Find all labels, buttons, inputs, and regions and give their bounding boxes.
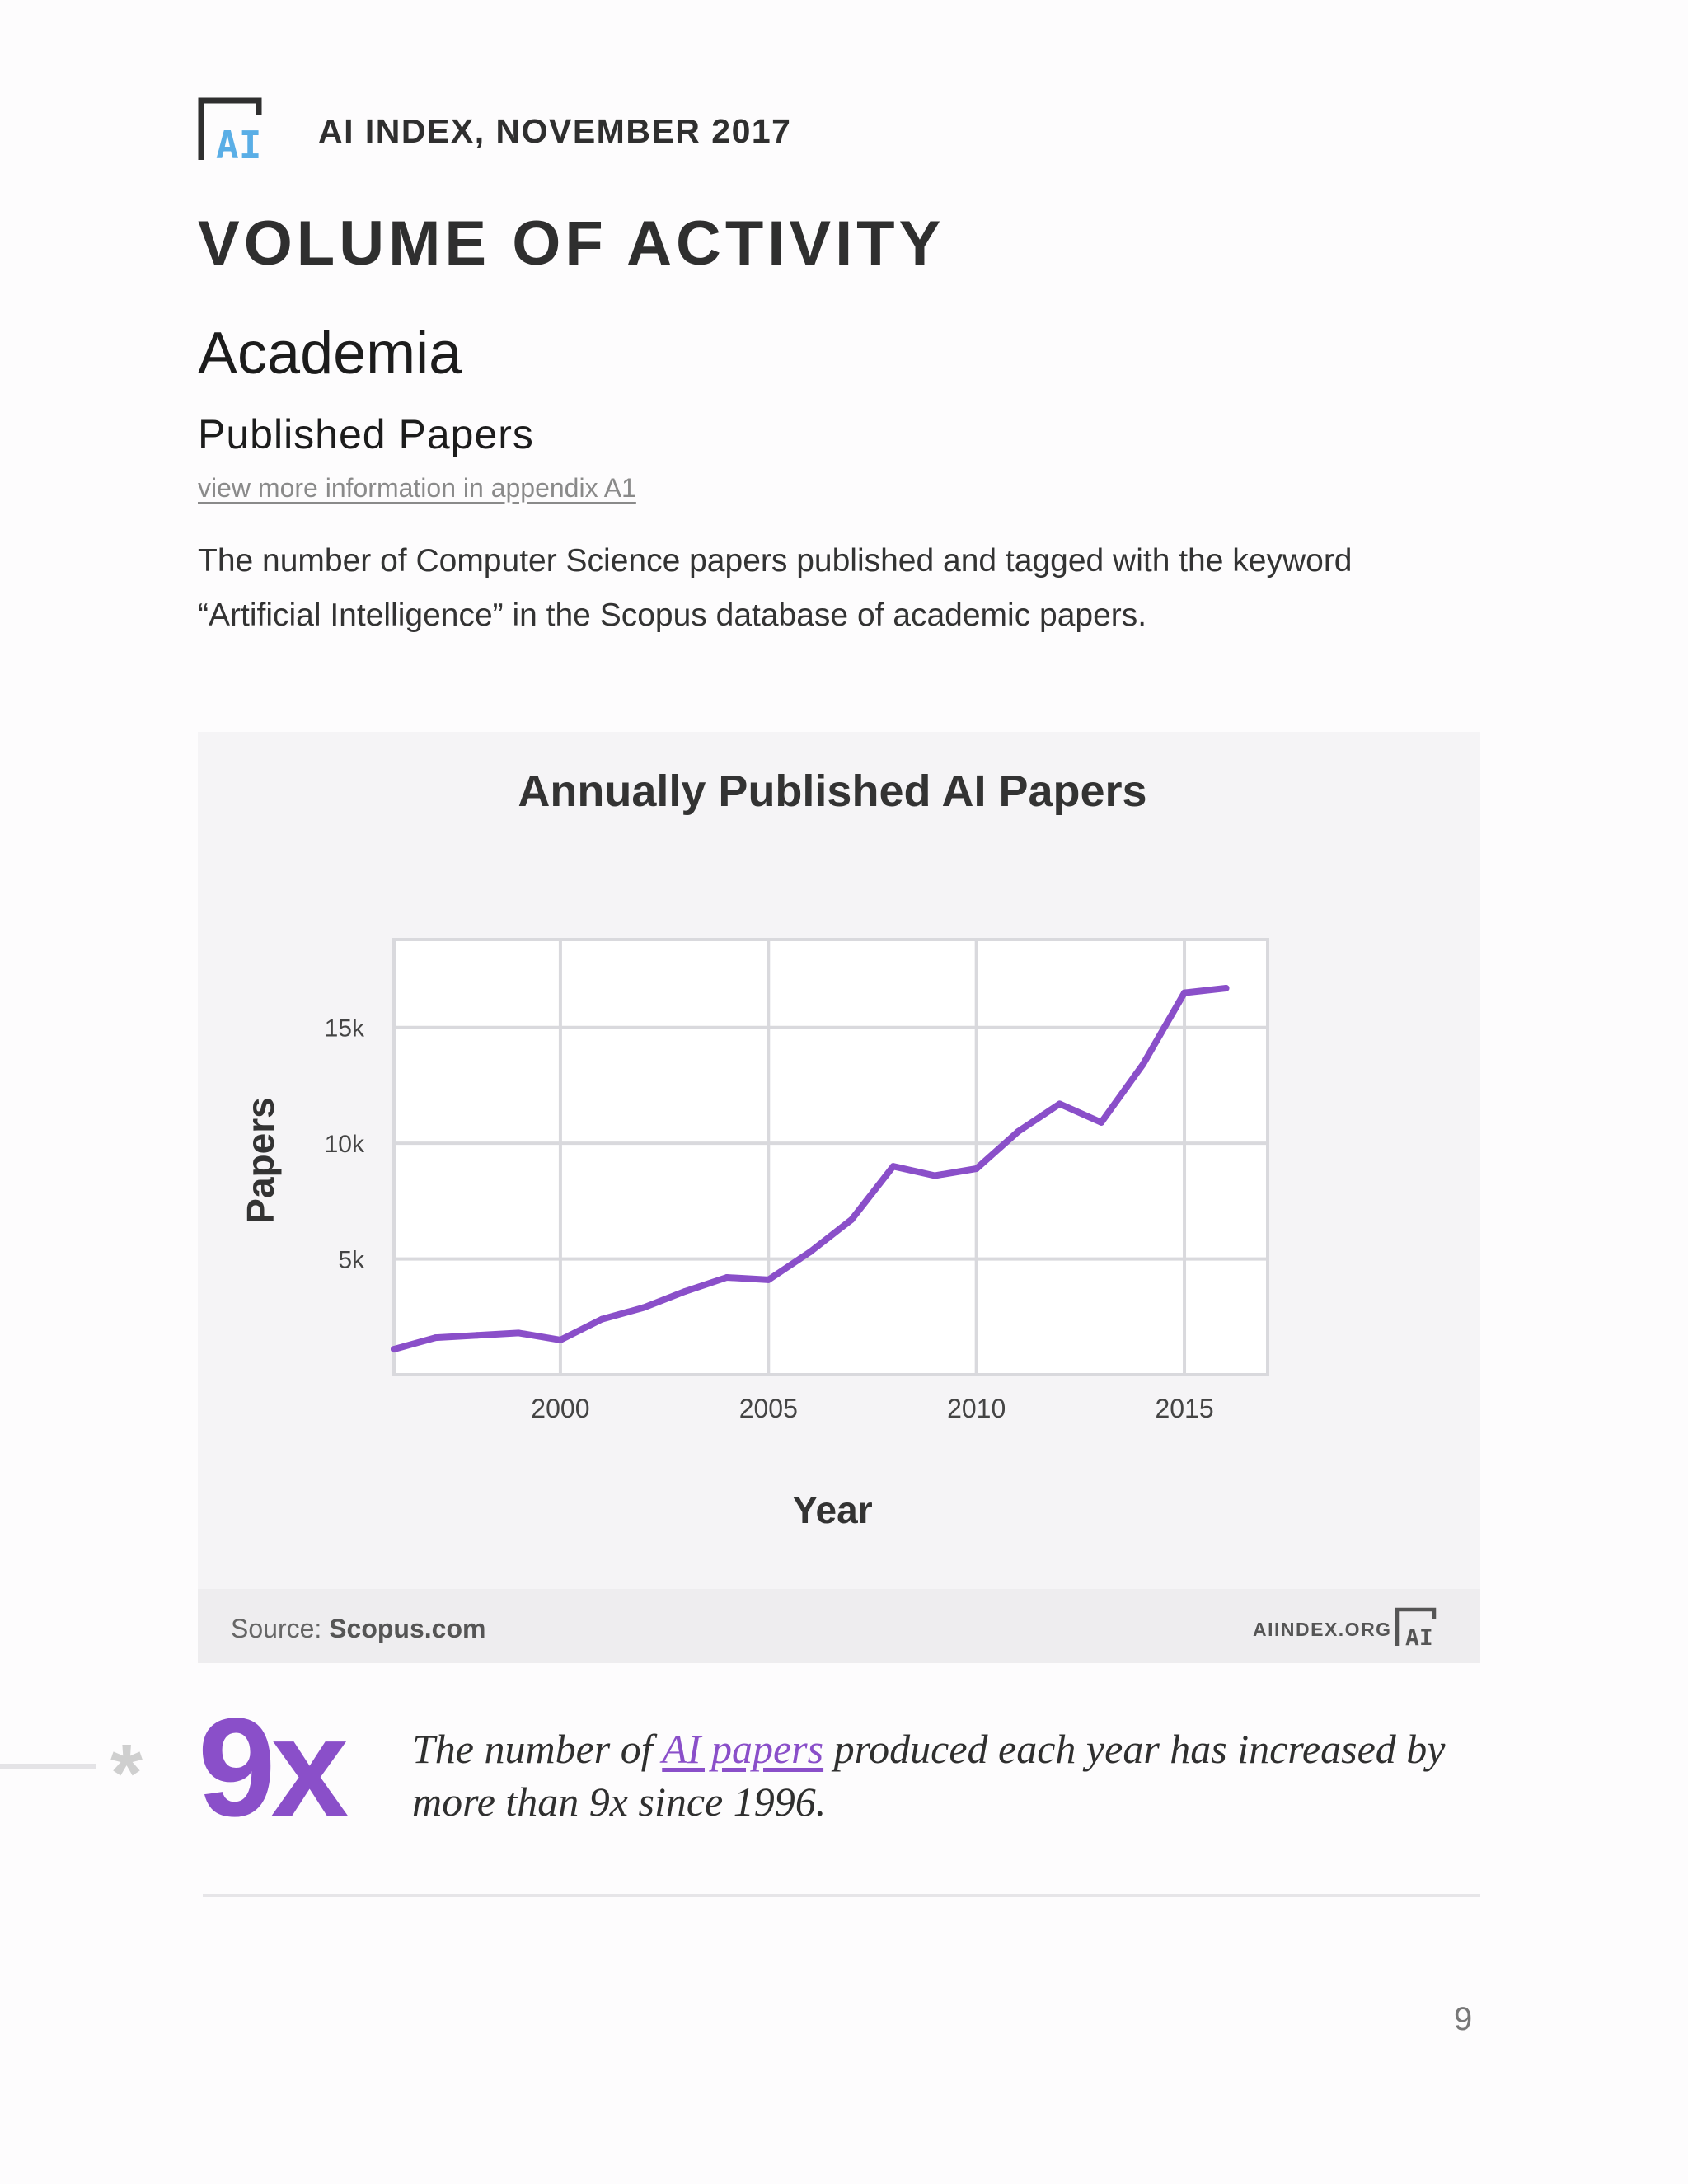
ai-index-logo	[198, 97, 270, 163]
stat-text	[412, 1722, 1484, 1828]
data-point	[931, 1172, 938, 1179]
x-tick-label: 2015	[1155, 1394, 1214, 1423]
data-point	[973, 1165, 980, 1172]
plot-area	[394, 940, 1268, 1375]
chart-title: Annually Published AI Papers	[518, 766, 1147, 816]
data-point	[1015, 1128, 1021, 1135]
chart-source-bar	[198, 1589, 1480, 1663]
callout-line	[0, 1764, 96, 1769]
report-title: AI INDEX, NOVEMBER 2017	[318, 112, 792, 150]
data-point	[682, 1288, 688, 1295]
data-point	[765, 1277, 771, 1283]
line-chart	[198, 732, 1480, 1589]
source-name: Scopus.com	[329, 1614, 486, 1643]
data-point	[391, 1346, 397, 1352]
x-tick-label: 2010	[947, 1394, 1006, 1423]
x-tick-label: 2000	[531, 1394, 590, 1423]
data-point	[1057, 1100, 1063, 1107]
data-point	[890, 1163, 897, 1169]
data-point	[848, 1216, 855, 1223]
data-point	[724, 1274, 730, 1281]
x-tick-label: 2005	[738, 1394, 798, 1423]
subsection-title: Academia	[198, 321, 462, 387]
data-point	[807, 1249, 814, 1255]
x-axis-label: Year	[792, 1488, 873, 1531]
site-url: AIINDEX.ORG	[1253, 1619, 1392, 1640]
data-point	[557, 1337, 564, 1343]
stat-value: 9x	[198, 1690, 345, 1846]
data-point	[640, 1305, 647, 1311]
data-point	[515, 1329, 522, 1336]
data-point	[1181, 990, 1188, 996]
description-text: The number of Computer Science papers published and tagged with the keyword “Artificial Intelligence” in the Scopus database of academic papers.	[198, 543, 1353, 633]
data-point	[1223, 985, 1230, 991]
y-tick-label: 10k	[324, 1131, 364, 1159]
y-tick-label: 15k	[324, 1015, 364, 1043]
appendix-link[interactable]: view more information in appendix A1	[198, 473, 636, 503]
svg-text:AI: AI	[216, 123, 262, 163]
svg-text:AI: AI	[1405, 1624, 1433, 1648]
source-label: Source:	[231, 1614, 322, 1643]
page-number: 9	[1454, 2001, 1473, 2037]
data-point	[474, 1332, 481, 1338]
ai-index-logo-small	[1395, 1607, 1441, 1648]
stat-text-before: The number of	[412, 1726, 663, 1772]
chart-card	[198, 732, 1480, 1663]
data-point	[598, 1316, 605, 1323]
section-title: VOLUME OF ACTIVITY	[198, 209, 945, 279]
data-point	[1140, 1062, 1146, 1068]
topic-title: Published Papers	[198, 411, 534, 457]
stat-text-after: produced each year has increased by more than 9x since 1996.	[412, 1726, 1446, 1825]
ai-papers-link[interactable]: AI papers	[662, 1726, 824, 1772]
data-point	[432, 1334, 438, 1341]
asterisk-icon: *	[110, 1727, 143, 1820]
y-axis-label: Papers	[239, 1097, 282, 1224]
source-text	[231, 1614, 485, 1644]
y-tick-label: 5k	[338, 1246, 364, 1274]
data-point	[1098, 1119, 1104, 1126]
divider	[203, 1894, 1480, 1897]
